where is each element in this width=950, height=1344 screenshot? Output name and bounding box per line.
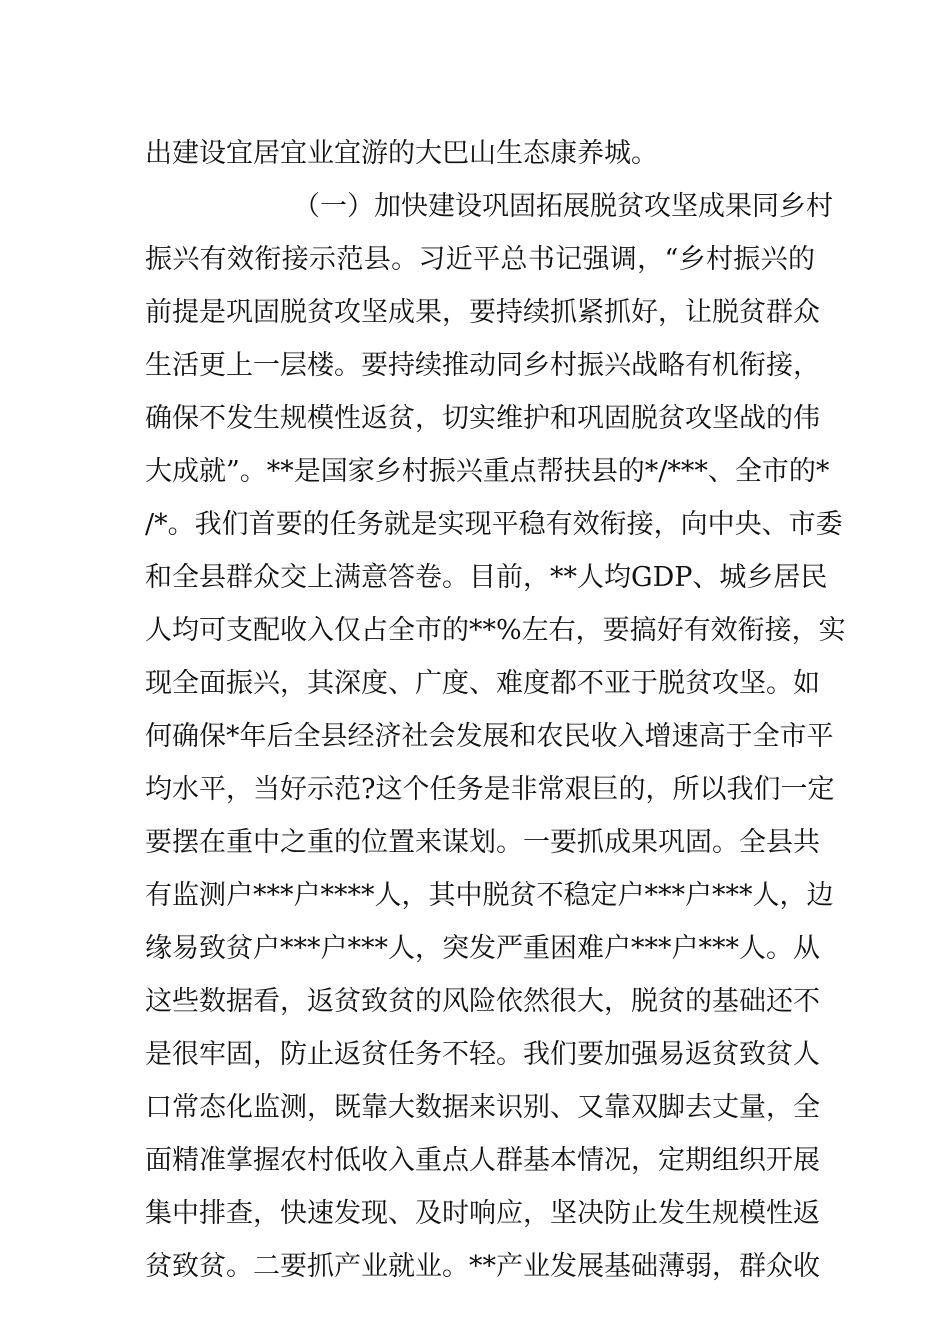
text-line: 和全县群众交上满意答卷。目前，**人均GDP、城乡居民 [145, 562, 828, 593]
text-line: 出建设宜居宜业宜游的大巴山生态康养城。 [145, 138, 658, 169]
document-body [145, 127, 846, 1293]
text-line: 何确保*年后全县经济社会发展和农民收入增速高于全市平 [145, 721, 834, 752]
text-line: 均水平，当好示范?这个任务是非常艰巨的，所以我们一定 [145, 774, 835, 805]
text-line: 这些数据看，返贫致贫的风险依然很大，脱贫的基础还不 [145, 986, 820, 1017]
text-line: 口常态化监测，既靠大数据来识别、又靠双脚去丈量，全 [145, 1092, 820, 1123]
text-line: 缘易致贫户***户***人，突发严重困难户***户***人。从 [145, 933, 820, 964]
text-line: 人均可支配收入仅占全市的**%左右，要搞好有效衔接，实 [145, 615, 846, 646]
text-line: 面精准掌握农村低收入重点人群基本情况，定期组织开展 [145, 1145, 820, 1176]
text-line: 振兴有效衔接示范县。习近平总书记强调，“乡村振兴的 [145, 244, 815, 275]
text-line: 有监测户***户****人，其中脱贫不稳定户***户***人，边 [145, 880, 834, 911]
text-line: 前提是巩固脱贫攻坚成果，要持续抓紧抓好，让脱贫群众 [145, 297, 820, 328]
text-line: 确保不发生规模性返贫，切实维护和巩固脱贫攻坚战的伟 [145, 403, 820, 434]
text-line: 是很牢固，防止返贫任务不轻。我们要加强易返贫致贫人 [145, 1039, 820, 1070]
text-line: 集中排查，快速发现、及时响应，坚决防止发生规模性返 [145, 1198, 820, 1229]
text-line: 大成就”。**是国家乡村振兴重点帮扶县的*/***、全市的* [145, 456, 830, 487]
text-line: /*。我们首要的任务就是实现平稳有效衔接，向中央、市委 [145, 509, 843, 540]
text-line: 生活更上一层楼。要持续推动同乡村振兴战略有机衔接， [145, 350, 820, 381]
text-line: 现全面振兴，其深度、广度、难度都不亚于脱贫攻坚。如 [145, 668, 820, 699]
text-line: 要摆在重中之重的位置来谋划。一要抓成果巩固。全县共 [145, 827, 820, 858]
text-line: 贫致贫。二要抓产业就业。**产业发展基础薄弱，群众收 [145, 1251, 820, 1282]
section-heading-line: （一）加快建设巩固拓展脱贫攻坚成果同乡村 [293, 191, 833, 222]
